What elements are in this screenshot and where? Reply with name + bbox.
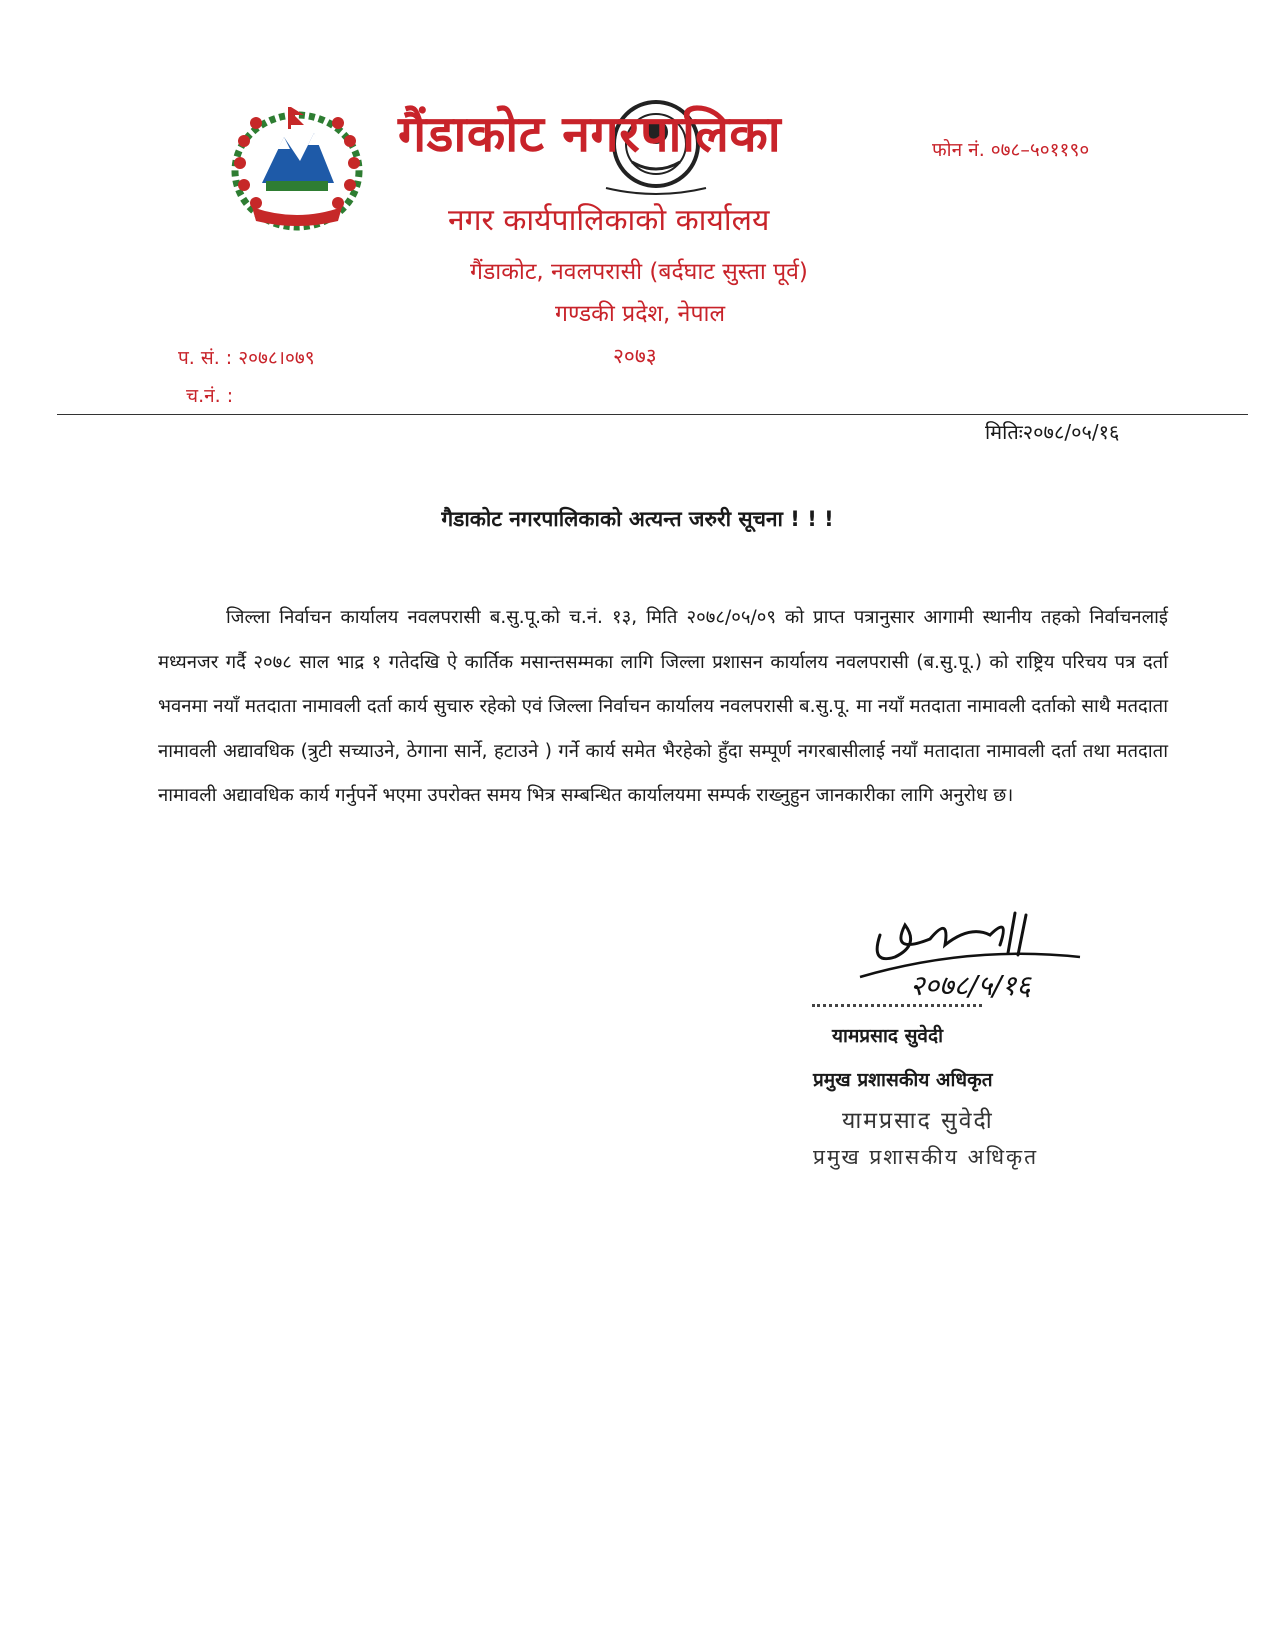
notice-title: गैडाकोट नगरपालिकाको अत्यन्त जरुरी सूचना ! ! ! [441,507,834,531]
office-name: नगर कार्यपालिकाको कार्यालय [448,203,770,238]
signature-line [812,1004,982,1007]
handwritten-signature [850,895,1090,1010]
notice-body: जिल्ला निर्वाचन कार्यालय नवलपरासी ब.सु.पू.को च.नं. १३, मिति २०७८/०५/०९ को प्राप्त पत्रानुसार आगामी स्थानीय तहको निर्वाचनलाई मध्यनजर गर्दै २०७८ साल भाद्र १ गतेदखि ऐ कार्तिक मसान्तसम्मका लागि जिल्ला प्रशासन कार्यालय नवलपरासी (ब.सु.पू.) को राष्ट्रिय परिचय पत्र दर्ता भवनमा नयाँ मतदाता नामावली दर्ता कार्य सुचारु रहेको एवं जिल्ला निर्वाचन कार्यालय नवलपरासी ब.सु.पू. मा नयाँ मतदाता नामावली दर्ताको साथै मतदाता नामावली अद्यावधिक (त्रुटी सच्याउने, ठेगाना सार्ने, हटाउने ) गर्ने कार्य समेत भैरहेको हुँदा सम्पूर्ण नगरबासीलाई नयाँ मतादाता नामावली दर्ता तथा मतदाता नामावली अद्यावधिक कार्य गर्नुपर्ने भएमा उपरोक्त समय भित्र सम्बन्धित कार्यालयमा सम्पर्क राख्नुहुन जानकारीका लागि अनुरोध छ। [158,607,1169,806]
signer-name: यामप्रसाद सुवेदी [832,1025,944,1047]
reference-number: प. सं. : २०७८।०७९ [178,347,315,369]
municipality-name: गैंडाकोट नगरपालिका [398,104,782,163]
address-line: गैंडाकोट, नवलपरासी (बर्दघाट सुस्ता पूर्व) [470,259,808,285]
signature-date: २०७८/५/१६ [910,969,1031,1002]
signer-title: प्रमुख प्रशासकीय अधिकृत [813,1069,993,1091]
stamped-signer-name: यामप्रसाद सुवेदी [842,1108,994,1134]
letter-date: मितिः२०७८/०५/१६ [985,420,1120,444]
province-line: गण्डकी प्रदेश, नेपाल [555,301,726,327]
header-divider [57,414,1248,415]
established-year: २०७३ [613,344,657,368]
nepal-government-emblem-icon [222,103,372,233]
stamped-signer-title: प्रमुख प्रशासकीय अधिकृत [813,1145,1039,1169]
dispatch-number: च.नं. : [186,385,234,407]
phone-number: फोन नं. ०७८–५०११९० [932,139,1090,161]
